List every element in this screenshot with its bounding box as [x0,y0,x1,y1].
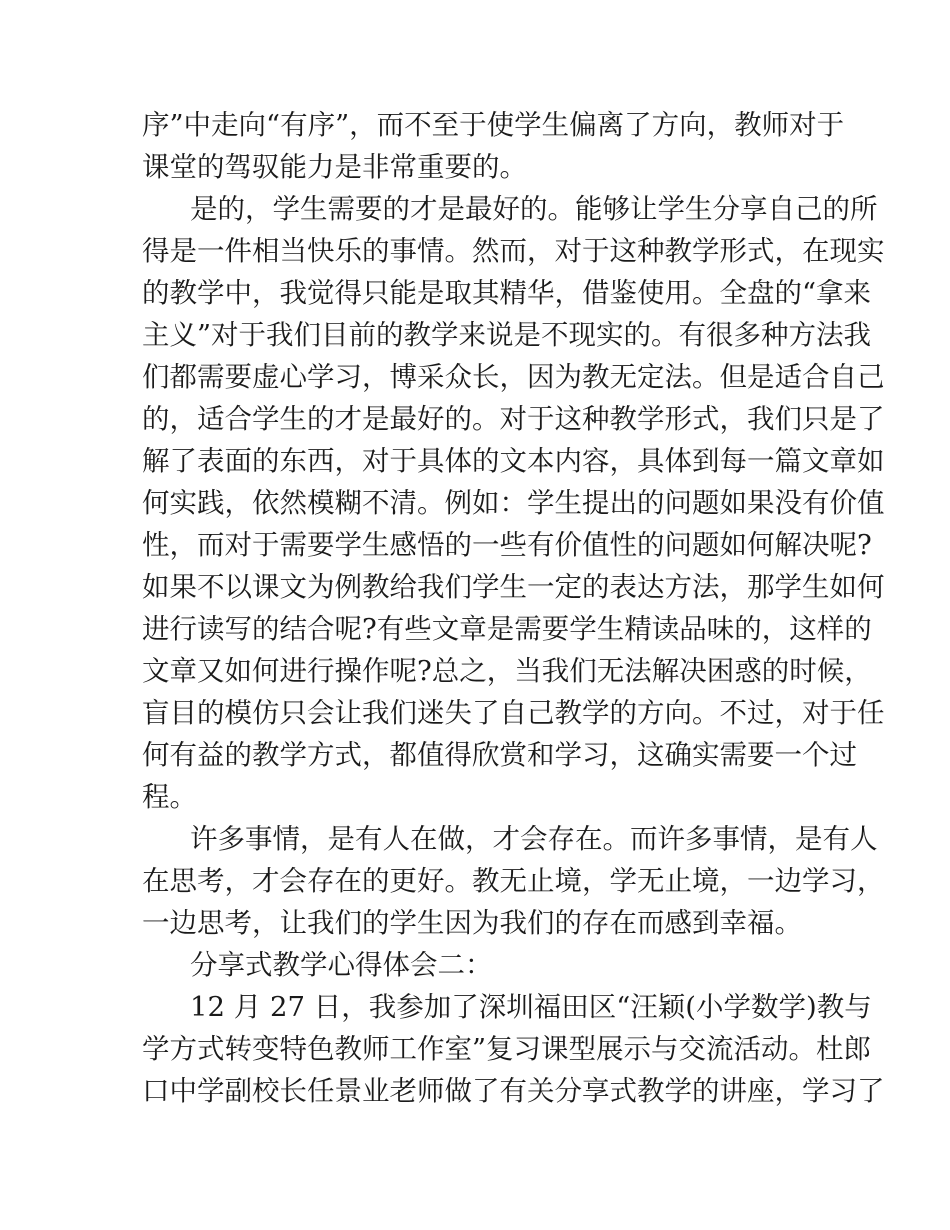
text-line: 课堂的驾驭能力是非常重要的。 [142,151,527,183]
document-body-text [142,104,885,1112]
text-line: 程。 [142,781,197,813]
text-line: 盲目的模仿只会让我们迷失了自己教学的方向。不过，对于任 [142,697,885,729]
text-line: 解了表面的东西，对于具体的文本内容，具体到每一篇文章如 [142,445,885,477]
text-line: 何实践，依然模糊不清。例如：学生提出的问题如果没有价值 [142,487,885,519]
text-line: 何有益的教学方式，都值得欣赏和学习，这确实需要一个过 [142,739,857,771]
text-line: 12 月 27 日，我参加了深圳福田区“汪颖(小学数学)教与 [190,991,872,1023]
text-line: 许多事情，是有人在做，才会存在。而许多事情，是有人 [190,823,878,855]
text-line: 们都需要虚心学习，博采众长，因为教无定法。但是适合自己 [142,361,885,393]
text-line: 主义”对于我们目前的教学来说是不现实的。有很多种方法我 [142,319,872,351]
text-line: 文章又如何进行操作呢?总之，当我们无法解决困惑的时候， [142,655,872,687]
text-line: 序”中走向“有序”，而不至于使学生偏离了方向，教师对于 [142,109,845,141]
text-line: 是的，学生需要的才是最好的。能够让学生分享自己的所 [190,193,878,225]
text-line: 进行读写的结合呢?有些文章是需要学生精读品味的，这样的 [142,613,872,645]
text-line: 得是一件相当快乐的事情。然而，对于这种教学形式，在现实 [142,235,885,267]
text-line: 的，适合学生的才是最好的。对于这种教学形式，我们只是了 [142,403,885,435]
text-line: 口中学副校长任景业老师做了有关分享式教学的讲座，学习了 [142,1075,885,1107]
text-line: 在思考，才会存在的更好。教无止境，学无止境，一边学习， [142,865,885,897]
text-line: 的教学中，我觉得只能是取其精华，借鉴使用。全盘的“拿来 [142,277,872,309]
text-line: 学方式转变特色教师工作室”复习课型展示与交流活动。杜郎 [142,1033,872,1065]
text-line: 一边思考，让我们的学生因为我们的存在而感到幸福。 [142,907,802,939]
text-line: 如果不以课文为例教给我们学生一定的表达方法，那学生如何 [142,571,885,603]
text-line: 性，而对于需要学生感悟的一些有价值性的问题如何解决呢? [142,529,872,561]
text-line: 分享式教学心得体会二： [190,949,493,981]
